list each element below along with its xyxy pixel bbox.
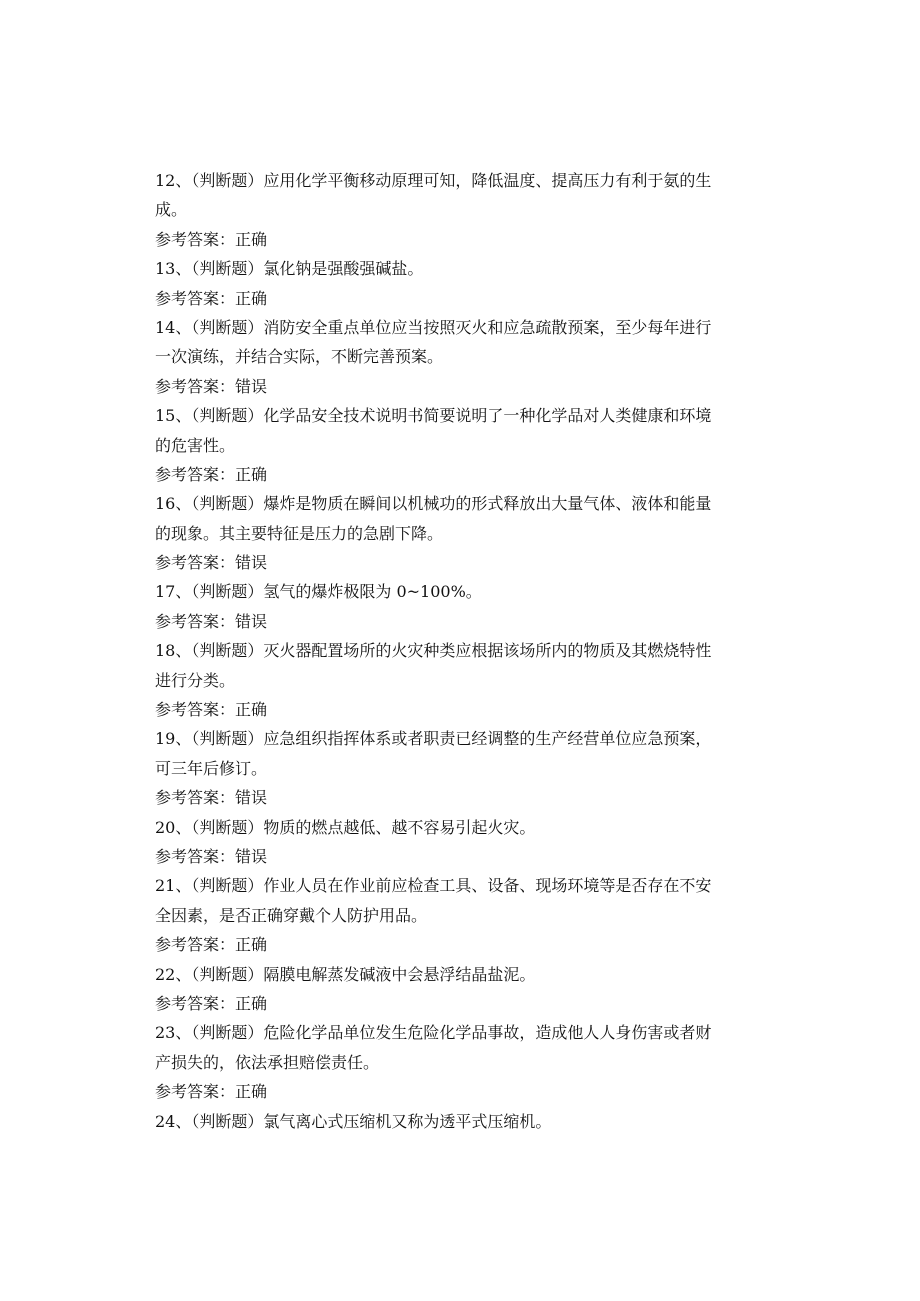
question-line: 21、（判断题）作业人员在作业前应检查工具、设备、现场环境等是否存在不安 [155, 876, 712, 896]
question-line: 产损失的，依法承担赔偿责任。 [155, 1052, 380, 1072]
question-line: 22、（判断题）隔膜电解蒸发碱液中会悬浮结晶盐泥。 [155, 964, 536, 984]
question-line: 18、（判断题）灭火器配置场所的火灾种类应根据该场所内的物质及其燃烧特性 [155, 641, 712, 661]
answer-line: 参考答案：错误 [155, 788, 268, 808]
question-line: 一次演练，并结合实际，不断完善预案。 [155, 347, 444, 367]
question-line: 12、（判断题）应用化学平衡移动原理可知，降低温度、提高压力有利于氨的生 [155, 171, 712, 190]
answer-line: 参考答案：正确 [155, 935, 268, 955]
answer-line: 参考答案：正确 [155, 700, 268, 720]
answer-line: 参考答案：错误 [155, 611, 268, 631]
question-line: 24、（判断题）氯气离心式压缩机又称为透平式压缩机。 [155, 1111, 552, 1131]
answer-line: 参考答案：正确 [155, 993, 268, 1013]
answer-line: 参考答案：正确 [155, 288, 268, 308]
question-line: 15、（判断题）化学品安全技术说明书简要说明了一种化学品对人类健康和环境 [155, 406, 712, 426]
answer-line: 参考答案：正确 [155, 1082, 268, 1102]
document-page [155, 166, 755, 1136]
question-line: 全因素，是否正确穿戴个人防护用品。 [155, 905, 428, 925]
question-line: 17、（判断题）氢气的爆炸极限为 0~100%。 [155, 582, 482, 602]
question-line: 23、（判断题）危险化学品单位发生危险化学品事故，造成他人人身伤害或者财 [155, 1023, 712, 1043]
question-line: 的危害性。 [155, 435, 236, 455]
question-line: 16、（判断题）爆炸是物质在瞬间以机械功的形式释放出大量气体、液体和能量 [155, 494, 712, 514]
question-line: 的现象。其主要特征是压力的急剧下降。 [155, 523, 444, 543]
answer-line: 参考答案：错误 [155, 846, 268, 866]
question-line: 14、（判断题）消防安全重点单位应当按照灭火和应急疏散预案，至少每年进行 [155, 317, 712, 337]
answer-line: 参考答案：错误 [155, 376, 268, 396]
answer-line: 参考答案：正确 [155, 464, 268, 484]
question-line: 可三年后修订。 [155, 758, 268, 778]
answer-line: 参考答案：正确 [155, 229, 268, 249]
question-line: 成。 [155, 200, 188, 220]
question-line: 13、（判断题）氯化钠是强酸强碱盐。 [155, 259, 424, 279]
question-line: 20、（判断题）物质的燃点越低、越不容易引起火灾。 [155, 817, 536, 837]
question-line: 19、（判断题）应急组织指挥体系或者职责已经调整的生产经营单位应急预案， [155, 729, 712, 749]
answer-line: 参考答案：错误 [155, 553, 268, 573]
question-line: 进行分类。 [155, 670, 236, 690]
